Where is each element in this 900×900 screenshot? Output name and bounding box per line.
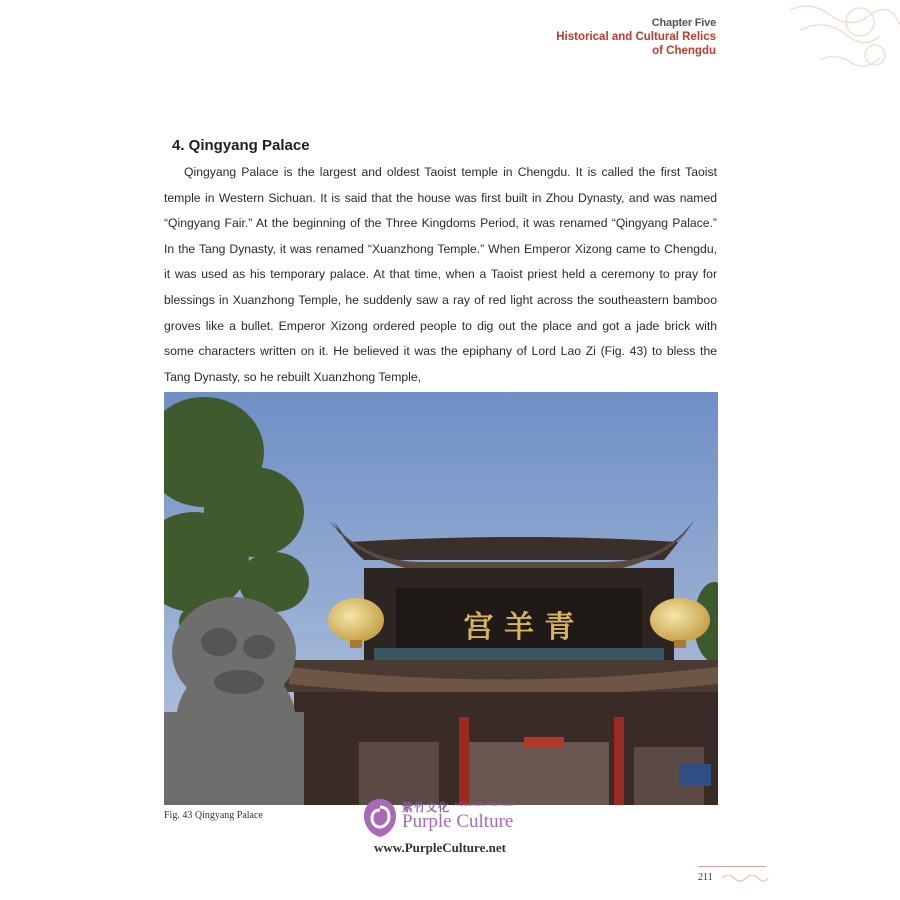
running-head xyxy=(556,16,716,58)
purple-culture-logo-icon xyxy=(362,797,398,839)
figure-caption: Fig. 43 Qingyang Palace xyxy=(164,810,263,821)
chapter-label: Chapter Five xyxy=(651,17,716,29)
body-paragraph: Qingyang Palace is the largest and oldest Taoist temple in Chengdu. It is called the first Taoist temple in Western Sichuan. It is said that the house was first built in Zhou Dynasty, and was named “Qingyang Fair.” At the beginning of the Three Kingdoms Period, it was renamed “Qingyang Palace.” In the Tang Dynasty, it was renamed “Xuanzhong Temple.” When Emperor Xizong came to Chengdu, it was used as his temporary palace. At that time, when a Taoist priest held a ceremony to pray for blessings in Xuanzhong Temple, he suddenly saw a ray of red light across the southeastern bamboo groves like a bullet. Emperor Xizong ordered people to dig out the place and got a jade brick with some characters written on it. He believed it was the epiphany of Lord Lao Zi (Fig. 43) to bless the Tang Dynasty, so he rebuilt Xuanzhong Temple, xyxy=(164,165,717,384)
chapter-title-line1: Historical and Cultural Relics xyxy=(556,31,716,43)
watermark-name: Purple Culture xyxy=(402,811,514,832)
watermark-tagline: A China Within Your Reach xyxy=(454,802,515,808)
temple-photo xyxy=(164,392,718,805)
section-title: 4. Qingyang Palace xyxy=(172,137,310,154)
watermark xyxy=(362,797,562,857)
page-number: 211 xyxy=(698,872,713,883)
watermark-chinese: 紫竹文化 xyxy=(402,802,450,814)
watermark-url: www.PurpleCulture.net xyxy=(374,840,506,855)
footer-ornament-icon xyxy=(720,870,770,884)
footer-rule xyxy=(698,866,766,867)
signboard-text: 宫 羊 青 xyxy=(463,610,575,645)
chapter-title-line2: of Chengdu xyxy=(652,45,716,57)
